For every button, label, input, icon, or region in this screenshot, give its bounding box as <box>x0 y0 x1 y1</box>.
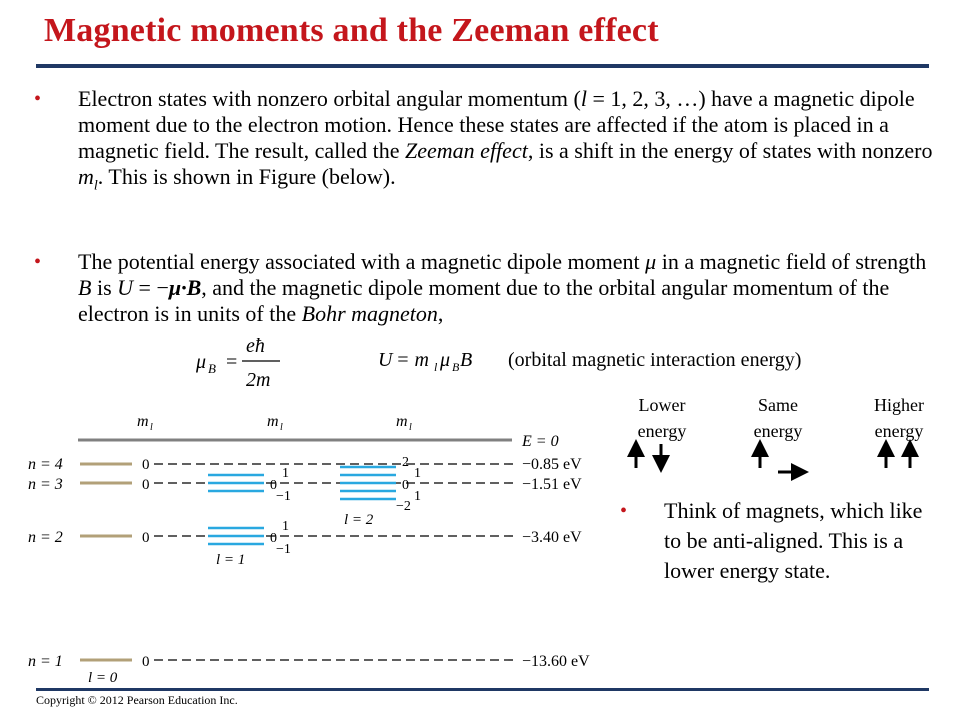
ml-label: 0 <box>402 478 409 493</box>
ml-label: 2 <box>402 455 409 470</box>
energy-n1: −13.60 eV <box>522 653 590 670</box>
l-symbol: l <box>580 86 587 111</box>
zeeman-term: Zeeman effect <box>405 138 528 163</box>
eq-sub-b: B <box>208 361 216 376</box>
bohr-magneton-term: Bohr magneton <box>301 301 438 326</box>
ml-label: 0 <box>270 531 277 546</box>
n3-label: n = 3 <box>28 476 63 493</box>
energy-level-diagram <box>22 406 612 686</box>
equation-label: (orbital magnetic interaction energy) <box>508 349 802 371</box>
l1-label: l = 1 <box>216 552 246 568</box>
ml-label: 1 <box>282 466 289 481</box>
e0-label: E = 0 <box>522 433 559 450</box>
eq-b: B <box>460 349 473 371</box>
text: = 1, 2, 3, …) have a magnetic dipole moment due to the electron motion. Hence these states are affected if the atom is placed in a magnetic field. The result, called the <box>78 86 915 163</box>
bullet-potential-energy <box>34 249 938 327</box>
ml-label: 1 <box>414 489 421 504</box>
mu-dot-b: μ·B <box>168 275 202 300</box>
eq-sub-l: l <box>434 360 438 374</box>
magnet-arrows <box>620 438 940 488</box>
ml-label: −2 <box>396 499 411 514</box>
l2-label: l = 2 <box>344 512 374 528</box>
eq-equals: = <box>226 351 238 373</box>
ml-label: 0 <box>270 478 277 493</box>
text: is <box>91 275 118 300</box>
u-symbol: U <box>117 275 134 300</box>
ml-label: −1 <box>276 542 291 557</box>
n1-label: n = 1 <box>28 653 63 670</box>
bullet-zeeman-intro <box>34 86 938 199</box>
text: energy <box>874 421 924 441</box>
copyright: Copyright © 2012 Pearson Education Inc. <box>36 693 238 707</box>
n4-label: n = 4 <box>28 456 63 473</box>
text: energy <box>637 421 687 441</box>
footer-divider <box>36 688 929 691</box>
eq-u: U <box>378 349 393 371</box>
col-header-ml: m <box>396 413 408 430</box>
m-subscript: l <box>93 178 98 194</box>
higher-energy-label <box>864 392 934 444</box>
energy-n4: −0.85 eV <box>522 456 582 473</box>
text: Lower <box>638 395 686 415</box>
text: Same <box>758 395 798 415</box>
col-header-sub: l <box>150 422 153 433</box>
title-divider <box>36 64 929 68</box>
text: energy <box>753 421 803 441</box>
l0-label: l = 0 <box>88 670 118 686</box>
text: Think of magnets, which like to be anti-aligned. This is a lower energy state. <box>664 498 923 583</box>
col-header-sub: l <box>409 422 412 433</box>
eq-sub-b2: B <box>452 360 460 374</box>
m-symbol: m <box>78 164 94 189</box>
ml-label: 0 <box>142 654 150 670</box>
eq-denominator: 2m <box>246 369 271 391</box>
n2-label: n = 2 <box>28 529 63 546</box>
col-header-sub: l <box>280 422 283 433</box>
text: = − <box>133 275 169 300</box>
b-symbol: B <box>78 275 92 300</box>
col-header-ml: m <box>137 413 149 430</box>
same-energy-label <box>744 392 812 444</box>
lower-energy-label <box>628 392 696 444</box>
text: The potential energy associated with a magnetic dipole moment <box>78 249 646 274</box>
ml-label: −1 <box>276 489 291 504</box>
text: , <box>437 301 444 326</box>
text: Electron states with nonzero orbital angular momentum ( <box>78 86 581 111</box>
text: . This is shown in Figure (below). <box>97 164 396 189</box>
slide-title: Magnetic moments and the Zeeman effect <box>44 12 659 49</box>
bullet-dot: • <box>620 500 628 522</box>
mu-symbol: μ <box>645 249 657 274</box>
bullet-magnets <box>620 496 934 586</box>
text: in a magnetic field of strength <box>656 249 927 274</box>
ml-label: 1 <box>282 519 289 534</box>
eq-mu: μ <box>196 351 207 373</box>
ml-label: 0 <box>142 457 150 473</box>
eq-mu-b: μ <box>440 349 451 371</box>
text: , is a shift in the energy of states with nonzero <box>527 138 933 163</box>
text: , and the magnetic dipole moment due to the orbital angular momentum of the electron is in units of the <box>78 275 890 326</box>
col-header-ml: m <box>267 413 279 430</box>
bullet-dot: • <box>34 88 42 110</box>
bullet-dot: • <box>34 251 42 273</box>
ml-label: 0 <box>142 530 150 546</box>
ml-label: 1 <box>414 466 421 481</box>
ml-label: 0 <box>142 477 150 493</box>
energy-n3: −1.51 eV <box>522 476 582 493</box>
energy-n2: −3.40 eV <box>522 529 582 546</box>
text: Higher <box>874 395 924 415</box>
eq-rhs: = m <box>396 349 429 371</box>
equations <box>190 330 510 392</box>
eq-numerator: eħ <box>246 335 265 357</box>
